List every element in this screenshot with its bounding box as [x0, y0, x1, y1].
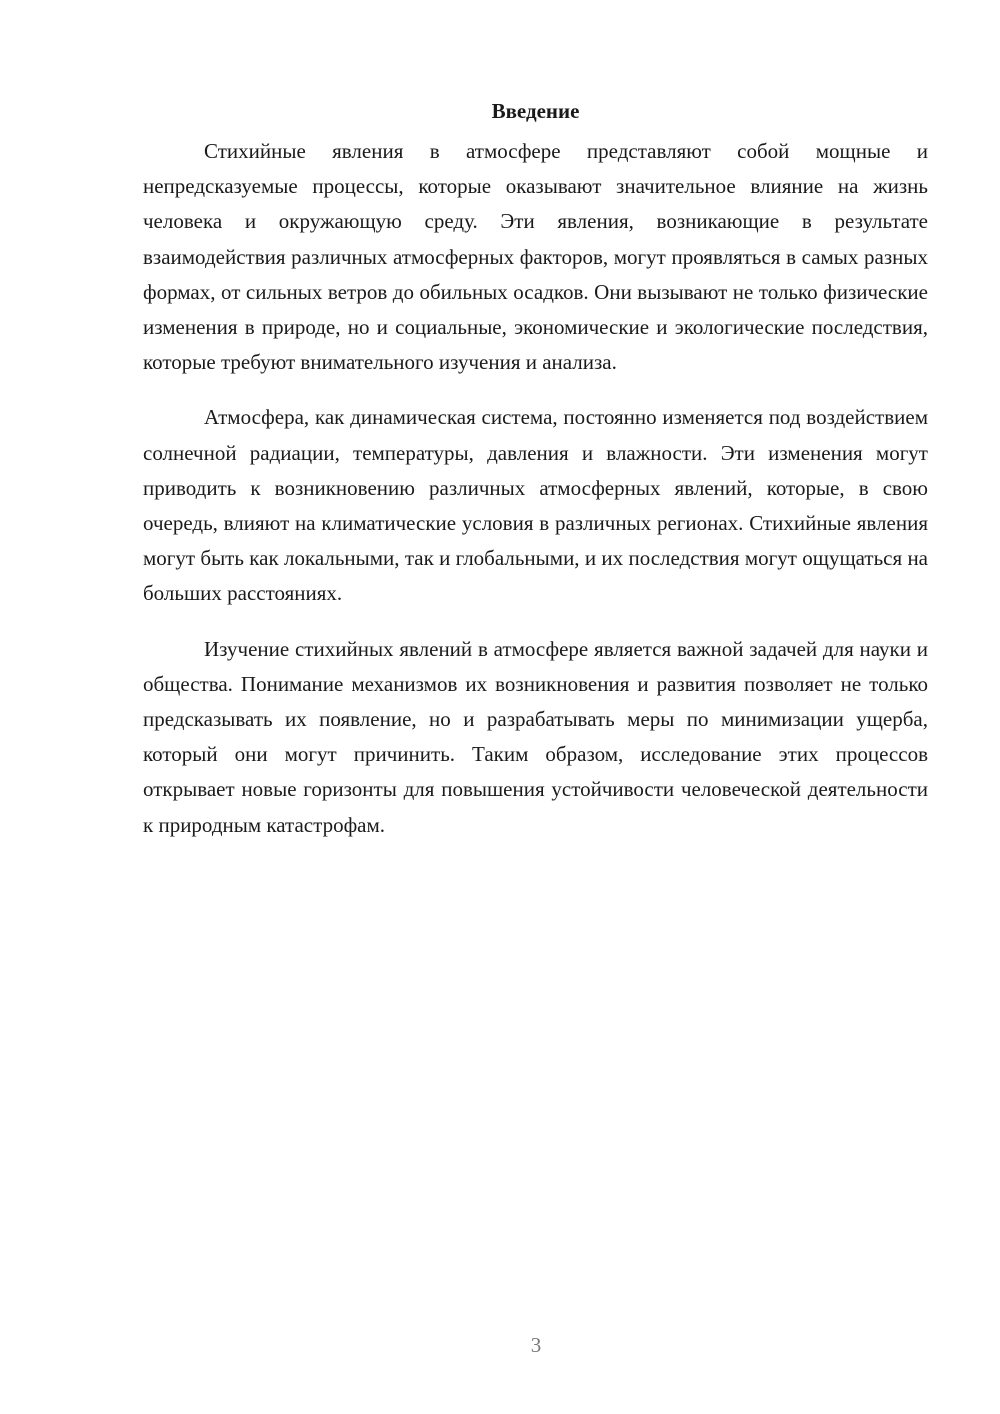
paragraph-1: Стихийные явления в атмосфере представляют собой мощные и непредсказуемые процессы, которые оказывают значительное влияние на жизнь человека и окружающую среду. Эти явления, возникающие в результате взаимодействия различных атмосферных факторов, могут проявляться в самых разных формах, от сильных ветров до обильных осадков. Они вызывают не только физические изменения в природе, но и социальные, экономические и экологические последствия, которые требуют внимательного изучения и анализа.: [143, 139, 928, 375]
paragraph-2: Атмосфера, как динамическая система, постоянно изменяется под воздействием солнечной радиации, температуры, давления и влажности. Эти изменения могут приводить к возникновению различных атмосферных явлений, которые, в свою очередь, влияют на климатические условия в различных регионах. Стихийные явления могут быть как локальными, так и глобальными, и их последствия могут ощущаться на больших расстояниях.: [143, 405, 928, 606]
section-heading: Введение: [491, 99, 580, 123]
page-number: 3: [530, 1333, 542, 1357]
paragraph-3: Изучение стихийных явлений в атмосфере является важной задачей для науки и общества. Понимание механизмов их возникновения и развития позволяет не только предсказывать их появление, но и разрабатывать меры по минимизации ущерба, который они могут причинить. Таким образом, исследование этих процессов открывает новые горизонты для повышения устойчивости человеческой деятельности к природным катастрофам.: [143, 636, 928, 837]
document-body: [143, 94, 928, 863]
